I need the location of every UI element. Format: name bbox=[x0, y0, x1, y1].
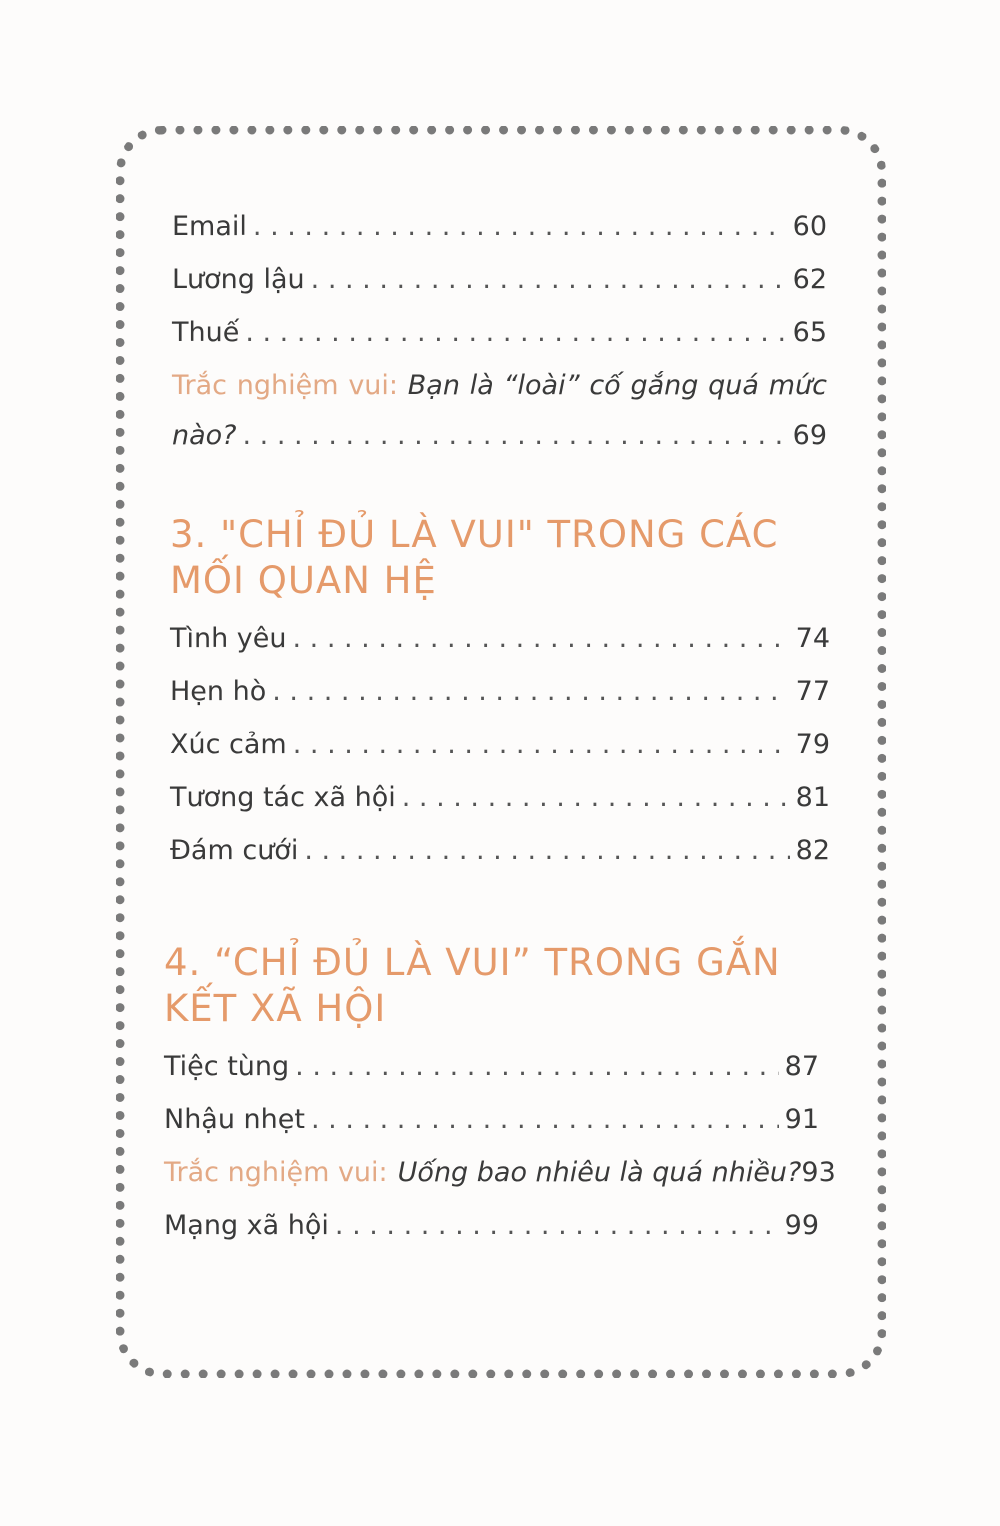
entry-page: 69 bbox=[792, 420, 827, 451]
quiz-entry bbox=[172, 361, 827, 461]
entry-title: Tương tác xã hội bbox=[170, 782, 396, 813]
toc-entry bbox=[170, 612, 830, 665]
toc-top bbox=[172, 200, 827, 461]
entry-title: Tình yêu bbox=[170, 623, 287, 654]
quiz-prefix: Trắc nghiệm vui: bbox=[172, 370, 399, 401]
entry-title: Lương lậu bbox=[172, 264, 305, 295]
quiz-question: Bạn là “loài” cố gắng quá mức bbox=[407, 370, 827, 401]
toc-entry bbox=[172, 253, 827, 306]
toc-entry bbox=[170, 824, 830, 877]
section-heading: 4. “CHỈ ĐỦ LÀ VUI” TRONG GẮN KẾT XÃ HỘI bbox=[164, 941, 781, 1030]
entry-page: 91 bbox=[784, 1104, 819, 1135]
toc-entry bbox=[170, 665, 830, 718]
entry-title: Mạng xã hội bbox=[164, 1210, 329, 1241]
dot-leader bbox=[243, 411, 787, 461]
entry-page: 74 bbox=[795, 623, 830, 654]
dot-leader bbox=[335, 1199, 779, 1252]
dot-leader bbox=[402, 771, 790, 824]
quiz-entry bbox=[164, 1146, 836, 1199]
section-heading: 3. "CHỈ ĐỦ LÀ VUI" TRONG CÁC MỐI QUAN HỆ bbox=[170, 513, 779, 602]
entry-page: 81 bbox=[795, 782, 830, 813]
toc-entry bbox=[172, 200, 827, 253]
toc-entry bbox=[164, 1199, 819, 1252]
toc-entry bbox=[164, 1093, 819, 1146]
dot-leader bbox=[293, 612, 790, 665]
entry-page: 87 bbox=[784, 1051, 819, 1082]
dot-leader bbox=[245, 306, 786, 359]
entry-page: 93 bbox=[801, 1157, 836, 1188]
dot-leader bbox=[253, 200, 787, 253]
entry-page: 82 bbox=[795, 835, 830, 866]
quiz-question-cont: nào? bbox=[172, 420, 237, 451]
entry-title: Nhậu nhẹt bbox=[164, 1104, 305, 1135]
entry-page: 79 bbox=[795, 729, 830, 760]
entry-page: 62 bbox=[792, 264, 827, 295]
entry-title: Xúc cảm bbox=[170, 729, 287, 760]
dot-leader bbox=[311, 1093, 779, 1146]
toc-entry bbox=[172, 306, 827, 359]
entry-page: 65 bbox=[792, 317, 827, 348]
dot-leader bbox=[293, 718, 790, 771]
dot-leader bbox=[272, 665, 789, 718]
entry-page: 77 bbox=[795, 676, 830, 707]
toc-entry bbox=[164, 1040, 819, 1093]
quiz-line bbox=[172, 361, 827, 411]
entry-title: Hẹn hò bbox=[170, 676, 267, 707]
section-4 bbox=[164, 940, 836, 1252]
section-3 bbox=[170, 512, 830, 877]
toc-entry bbox=[170, 771, 830, 824]
dot-leader bbox=[295, 1040, 778, 1093]
quiz-line bbox=[172, 411, 827, 461]
entry-title: Tiệc tùng bbox=[164, 1051, 290, 1082]
entry-page: 99 bbox=[784, 1210, 819, 1241]
quiz-question: Uống bao nhiêu là quá nhiều? bbox=[397, 1157, 802, 1188]
entry-page: 60 bbox=[792, 211, 827, 242]
entry-title: Đám cưới bbox=[170, 835, 299, 866]
dot-leader bbox=[311, 253, 787, 306]
dot-leader bbox=[304, 824, 789, 877]
entry-title: Email bbox=[172, 211, 247, 242]
entry-title: Thuế bbox=[172, 317, 240, 348]
toc-entry bbox=[170, 718, 830, 771]
quiz-prefix: Trắc nghiệm vui: bbox=[164, 1157, 388, 1188]
